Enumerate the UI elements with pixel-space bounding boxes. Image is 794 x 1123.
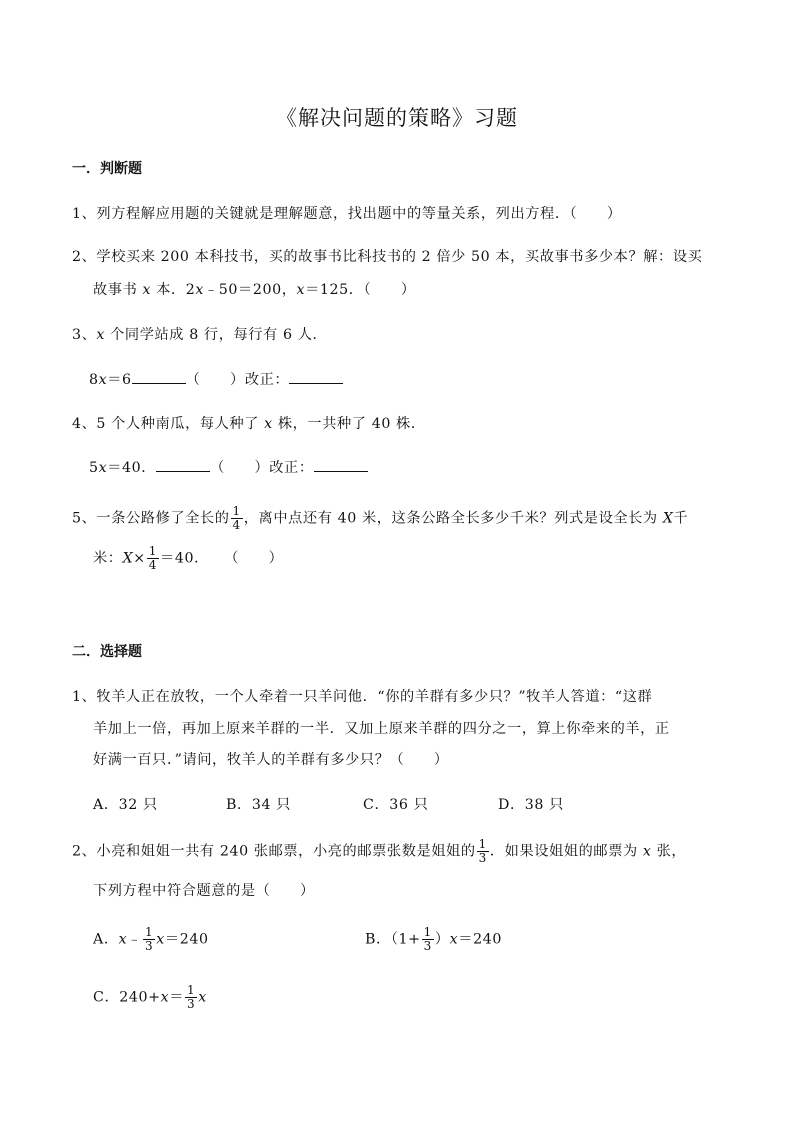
mc-question-2-line-2: 下列方程中符合题意的是（ ） (93, 883, 315, 899)
fraction-one-quarter: $\frac{1}{4}$ (148, 544, 158, 572)
tf-question-2-line-1: 2、学校买来 200 本科技书，买的故事书比科技书的 2 倍少 50 本，买故事书多少本？解：设买 (72, 249, 703, 265)
fraction-one-third: $\frac{1}{3}$ (187, 983, 196, 1011)
mc-question-1-line-2: 羊加上一倍，再加上原来羊群的一半．又加上原来羊群的四分之一，算上你牵来的羊，正 (93, 721, 670, 737)
mc-question-1-option-a[interactable]: A．32 只 (93, 797, 158, 813)
correction-blank[interactable] (314, 457, 368, 472)
section-heading-multiple-choice: 二．选择题 (72, 644, 142, 660)
mc-question-2-line-1: 2、小亮和姐姐一共有 240 张邮票，小亮的邮票张数是姐姐的 $\frac{1}{3}$ ．如果设姐姐的邮票为 x 张， (72, 837, 687, 865)
answer-blank[interactable] (132, 369, 186, 384)
mc-question-1-option-d[interactable]: D．38 只 (498, 797, 564, 813)
fraction-one-quarter: $\frac{1}{4}$ (232, 504, 241, 532)
mc-question-2-option-a[interactable]: A．x﹣ $\frac{1}{3}$ x＝240 (93, 925, 209, 953)
mc-question-1-line-3: 好满一百只．”请问，牧羊人的羊群有多少只？（ ） (93, 752, 449, 768)
correction-blank[interactable] (289, 369, 343, 384)
page-title: 《解决问题的策略》习题 (276, 106, 518, 130)
tf-question-2-line-2: 故事书 x 本．2x﹣50＝200，x＝125．（ ） (93, 282, 416, 298)
tf-question-3-equation: 8x＝6 （ ）改正： (89, 369, 343, 389)
fraction-one-third: $\frac{1}{3}$ (478, 837, 487, 865)
mc-question-1-option-b[interactable]: B．34 只 (226, 797, 291, 813)
mc-question-1-option-c[interactable]: C．36 只 (363, 797, 429, 813)
mc-question-2-option-c[interactable]: C．240+x＝ $\frac{1}{3}$ x (93, 983, 207, 1011)
tf-question-4-equation: 5x＝40． （ ）改正： (89, 457, 368, 477)
tf-question-1: 1、列方程解应用题的关键就是理解题意，找出题中的等量关系，列出方程．（ ） (72, 206, 622, 222)
answer-blank[interactable] (156, 457, 210, 472)
tf-question-4-line-1: 4、5 个人种南瓜，每人种了 x 株，一共种了 40 株． (72, 416, 426, 432)
mc-question-1-line-1: 1、牧羊人正在放牧，一个人牵着一只羊问他．“你的羊群有多少只？”牧羊人答道：“这群 (72, 689, 653, 705)
fraction-one-third: $\frac{1}{3}$ (423, 925, 432, 953)
section-heading-true-false: 一．判断题 (72, 161, 142, 177)
tf-question-5-line-2: 米：X× $\frac{1}{4}$ ＝40． （ ） (93, 544, 284, 572)
tf-question-5-line-1: 5、一条公路修了全长的 $\frac{1}{4}$ ，离中点还有 40 米，这条公路全长多少千米？列式是设全长为 X千 (72, 504, 689, 532)
tf-question-3-line-1: 3、x 个同学站成 8 行，每行有 6 人． (72, 327, 328, 343)
fraction-one-third: $\frac{1}{3}$ (145, 925, 154, 953)
mc-question-2-option-b[interactable]: B．（1+ $\frac{1}{3}$ ）x＝240 (365, 925, 502, 953)
